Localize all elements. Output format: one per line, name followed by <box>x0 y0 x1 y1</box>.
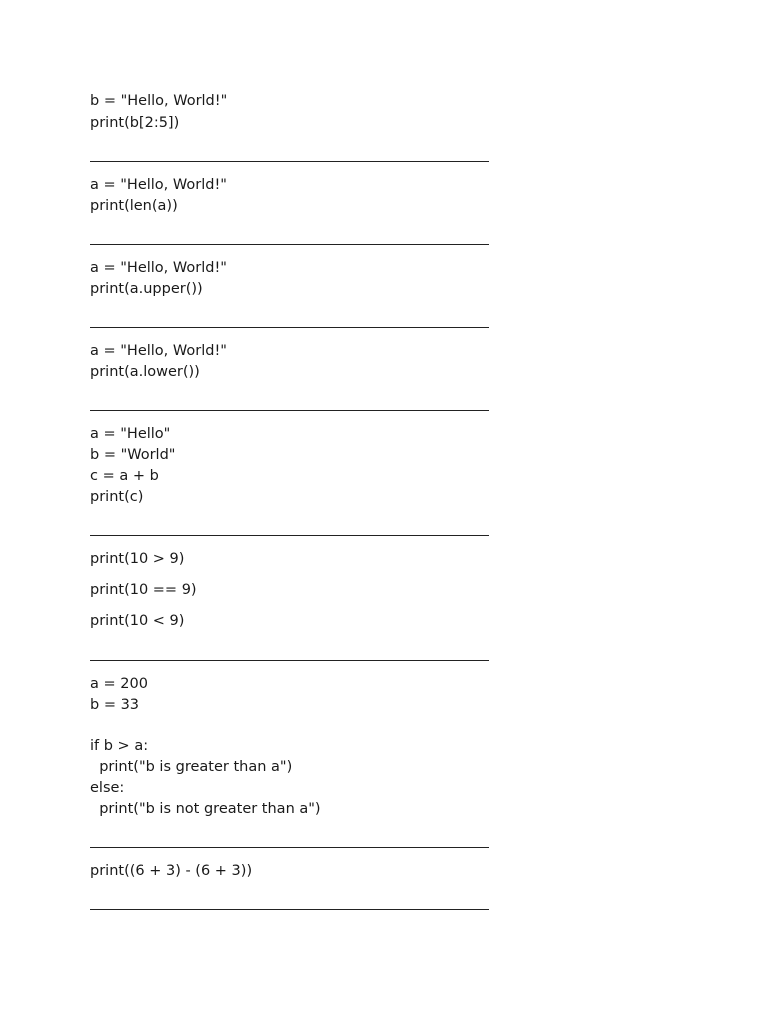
answer-line <box>90 535 489 536</box>
answer-line <box>90 847 489 848</box>
code-line: a = 200 <box>90 676 148 692</box>
code-line: print(10 == 9) <box>90 582 197 598</box>
code-line: print((6 + 3) - (6 + 3)) <box>90 863 253 879</box>
code-line: a = "Hello, World!" <box>90 260 227 276</box>
answer-line <box>90 244 489 245</box>
code-line: else: <box>90 780 125 796</box>
answer-line <box>90 327 489 328</box>
answer-line <box>90 909 489 910</box>
code-line: b = "Hello, World!" <box>90 93 228 109</box>
code-line: print(c) <box>90 489 144 505</box>
code-line: a = "Hello, World!" <box>90 177 227 193</box>
answer-line <box>90 161 489 162</box>
code-line: print("b is greater than a") <box>90 759 293 775</box>
code-line: print(len(a)) <box>90 198 178 214</box>
code-line: a = "Hello" <box>90 426 171 442</box>
answer-line <box>90 660 489 661</box>
code-line: print("b is not greater than a") <box>90 801 321 817</box>
code-line: print(a.lower()) <box>90 364 200 380</box>
answer-line <box>90 410 489 411</box>
code-line: print(10 < 9) <box>90 613 185 629</box>
code-line: b = 33 <box>90 697 140 713</box>
code-line: print(b[2:5]) <box>90 115 180 131</box>
code-line: c = a + b <box>90 468 159 484</box>
code-line: a = "Hello, World!" <box>90 343 227 359</box>
code-line: if b > a: <box>90 738 149 754</box>
code-line: b = "World" <box>90 447 176 463</box>
code-line: print(10 > 9) <box>90 551 185 567</box>
code-line: print(a.upper()) <box>90 281 203 297</box>
